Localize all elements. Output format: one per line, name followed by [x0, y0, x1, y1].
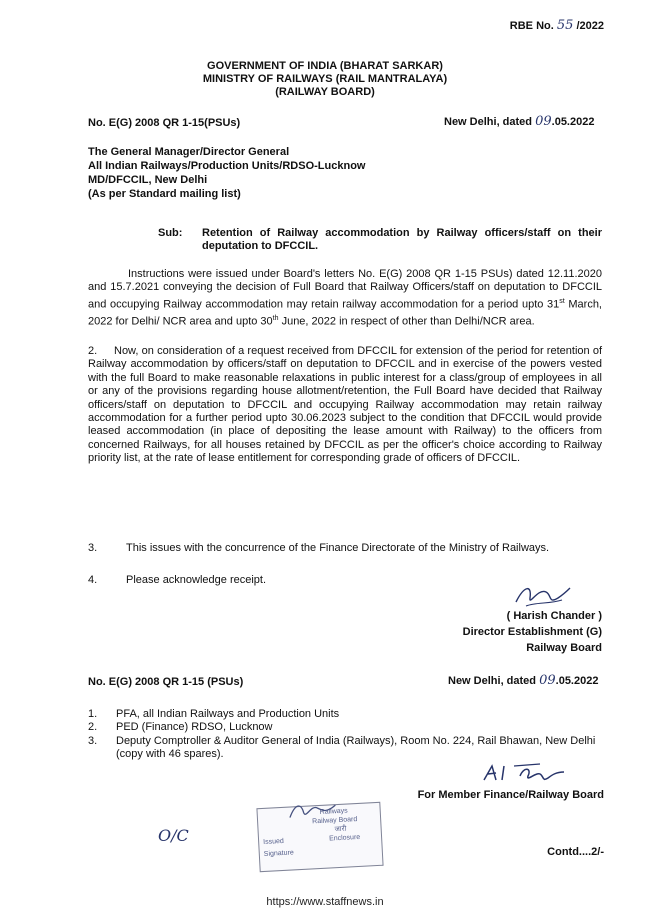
- date-prefix: New Delhi, dated: [444, 116, 533, 128]
- signatory-1-designation: Director Establishment (G): [462, 626, 602, 638]
- list-item: [88, 708, 600, 721]
- signatory-2-for: For Member Finance/Railway Board: [417, 789, 604, 801]
- date-suffix: .05.2022: [551, 116, 595, 128]
- rbe-handwritten-number: 55: [556, 18, 574, 33]
- addressee-line: (As per Standard mailing list): [88, 188, 241, 200]
- handwritten-signature-2: [480, 760, 570, 788]
- date-day-handwritten-2: 09: [539, 673, 556, 688]
- stamp-signature-scribble: [287, 799, 338, 822]
- receipt-stamp: [256, 802, 383, 872]
- superscript-st: st: [559, 297, 565, 305]
- list-item: [88, 721, 600, 734]
- list-item: [88, 735, 600, 762]
- signatory-1-name: ( Harish Chander ): [506, 610, 602, 622]
- list-item-text: PED (Finance) RDSO, Lucknow: [116, 721, 273, 734]
- handwritten-margin-note: O/C: [158, 826, 189, 845]
- header-line-1: GOVERNMENT OF INDIA (BHARAT SARKAR): [207, 60, 443, 72]
- paragraph-1-part-c: June, 2022 in respect of other than Delhi/NCR area.: [278, 315, 535, 328]
- stamp-line: Railway Board: [312, 816, 358, 826]
- addressee-line: All Indian Railways/Production Units/RDSO-Lucknow: [88, 160, 366, 172]
- footer-url[interactable]: https://www.staffnews.in: [266, 896, 384, 908]
- paragraph-2-number: 2.: [88, 345, 98, 357]
- paragraph-1-part-a: Instructions were issued under Board's letters No. E(G) 2008 QR 1-15 PSUs) dated 12.11.2020 and 15.7.2021 conveying the decision of Full Board that Railway Officers/staff on deputation to DFCCIL and occupying Railway accommodation may retain railway accommodation for a period upto 31: [88, 268, 602, 311]
- paragraph-3-number: 3.: [88, 542, 98, 554]
- reference-number: No. E(G) 2008 QR 1-15(PSUs): [88, 117, 241, 129]
- list-item-text: Deputy Comptroller & Auditor General of India (Railways), Room No. 224, Rail Bhawan, New Delhi (copy with 46 spares).: [116, 734, 596, 761]
- list-item-number: 3.: [88, 734, 98, 747]
- subject-text: Retention of Railway accommodation by Railway officers/staff on their deputation to DFCCIL.: [202, 227, 602, 253]
- copy-to-list: [88, 708, 600, 762]
- paragraph-2: [88, 345, 602, 466]
- stamp-line: Railways: [319, 807, 348, 816]
- addressee-line: The General Manager/Director General: [88, 146, 290, 158]
- addressee-line: MD/DFCCIL, New Delhi: [88, 174, 208, 186]
- rbe-suffix: /2022: [576, 20, 604, 32]
- date-suffix-2: .05.2022: [555, 675, 599, 687]
- addressee-block: [88, 145, 365, 201]
- paragraph-1: [88, 268, 602, 329]
- signatory-1-org: Railway Board: [526, 642, 602, 654]
- stamp-line: Issued: [263, 837, 284, 846]
- paragraph-3-text: This issues with the concurrence of the Finance Directorate of the Ministry of Railways.: [126, 542, 550, 554]
- superscript-th: th: [272, 314, 279, 322]
- stamp-line-hindi: जारी: [334, 825, 347, 834]
- signatory-1-block: [463, 608, 602, 656]
- rbe-prefix: RBE No.: [509, 20, 554, 32]
- date-prefix-2: New Delhi, dated: [448, 675, 537, 687]
- paragraph-1-part-b: March, 2022 for Delhi/ NCR area and upto 30: [88, 298, 602, 328]
- letter-header: [0, 60, 650, 99]
- header-line-3: (RAILWAY BOARD): [275, 86, 375, 98]
- list-item-text: PFA, all Indian Railways and Production Units: [116, 708, 340, 720]
- list-item-number: 1.: [88, 708, 98, 720]
- continued-marker: Contd....2/-: [547, 846, 604, 858]
- date-day-handwritten: 09: [535, 114, 552, 129]
- reference-date-2: [448, 674, 598, 688]
- paragraph-4-number: 4.: [88, 574, 98, 586]
- stamp-line: Signature: [263, 849, 294, 858]
- paragraph-3: [88, 542, 602, 555]
- reference-date: [444, 115, 594, 129]
- paragraph-4-text: Please acknowledge receipt.: [126, 574, 267, 586]
- header-line-2: MINISTRY OF RAILWAYS (RAIL MANTRALAYA): [202, 73, 448, 85]
- subject-label: Sub:: [158, 227, 183, 239]
- paragraph-2-text: Now, on consideration of a request received from DFCCIL for extension of the period for retention of Railway accommodation by officers/staff on deputation to DFCCIL and in exercise of the powers vested with the full Board to make reasonable relaxations in public interest for a class/group of employees in all or any of the provisions regarding house allotment/retention, the Full Board have decided that Railway officers/staff on deputation to DFCCIL and occupying Railway accommodation may retain railway accommodation for a further period upto 30.06.2023 subject to the condition that DFCCIL would provide leased accommodation (in place of depositing the lease amount with Railway) to the officers from concerned Railways, for all houses retained by DFCCIL as per the officer's choice according to Railway priority list, at the rate of lease entitlement for corresponding grade of officers of DFCCIL.: [88, 345, 602, 465]
- rbe-number: [510, 18, 604, 33]
- stamp-line: Enclosure: [328, 833, 361, 843]
- reference-number-2: No. E(G) 2008 QR 1-15 (PSUs): [88, 676, 244, 688]
- list-item-number: 2.: [88, 721, 98, 734]
